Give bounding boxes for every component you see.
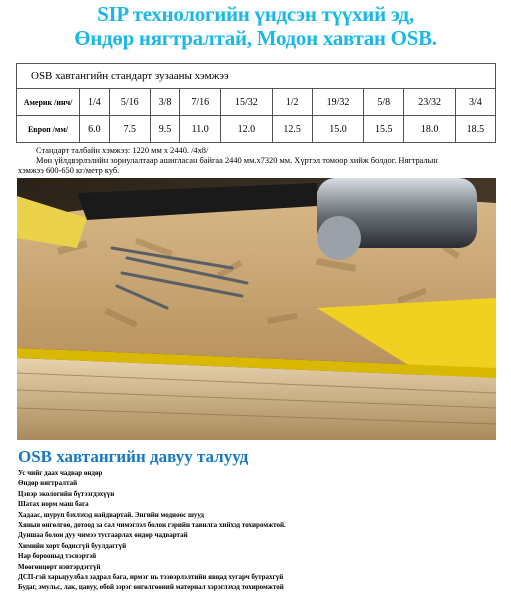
table-cell: 5/8 <box>364 89 404 116</box>
title-line-2: Өндөр нягтралтай, Модон хавтан OSB. <box>74 26 437 50</box>
table-cell: 23/32 <box>404 89 456 116</box>
thickness-table <box>16 63 496 143</box>
advantages-list <box>18 468 498 593</box>
list-item: Будаг, эмульс, лак, цавуу, обой зэрэг өнгөлгөөний материал хэрэглэхэд тохиромжтой <box>18 583 284 592</box>
list-item: Цэвэр экологийн бүтээгдэхүүн <box>18 489 115 498</box>
list-item: Өндөр нягтралтай <box>18 479 78 488</box>
table-row-euro <box>17 116 496 143</box>
note-line-1: Стандарт талбайн хэмжээ: 1220 мм x 2440. /4x8/ <box>36 146 209 155</box>
size-note <box>18 146 498 176</box>
list-item: Шатах норм маш бага <box>18 500 89 509</box>
list-item: Хадаас, шуруп бэхлэхэд найдвартай. Энгийн модноос шууд <box>18 510 204 519</box>
row-label-euro: Европ /мм/ <box>17 116 80 143</box>
osb-photo <box>17 178 496 440</box>
table-row-american <box>17 89 496 116</box>
table-cell: 1/4 <box>80 89 110 116</box>
table-cell: 12.5 <box>272 116 312 143</box>
table-cell: 12.0 <box>221 116 273 143</box>
table-cell: 15.5 <box>364 116 404 143</box>
title-line-1: SIP технологийн үндсэн түүхий эд, <box>97 2 414 26</box>
list-item: Химийн хорт бодисгүй буулдаггүй <box>18 541 127 550</box>
note-line-2: Мөн үйлдвэрлэлийн зориулалтаар ашигласан байгаа 2440 мм.x7320 мм. Хүртэл томоор хийж болдог. Нягтралын <box>36 156 438 165</box>
list-item: Ус чийг дааx чадвар өндөр <box>18 469 103 477</box>
table-cell: 3/8 <box>150 89 180 116</box>
list-item: Мөөгөнцөрт нэвтэрдэггүй <box>18 562 101 571</box>
list-item: Дуншаа болон дуу чимээ тусгаарлах өндөр чадвартай <box>18 531 188 540</box>
osb-board-hammer-illustration <box>17 178 496 440</box>
table-cell: 5/16 <box>109 89 150 116</box>
table-cell: 9.5 <box>150 116 180 143</box>
table-cell: 15/32 <box>221 89 273 116</box>
page-title <box>0 2 511 50</box>
table-cell: 3/4 <box>455 89 495 116</box>
row-label-american: Америк /инч/ <box>17 89 80 116</box>
list-item: ДСП-гэй харьцуулбал задрал бага, ирмэг нь тээвэрлэлтийн явцад хугарч бутрахгүй <box>18 573 284 582</box>
table-cell: 6.0 <box>80 116 110 143</box>
table-cell: 7.5 <box>109 116 150 143</box>
table-cell: 7/16 <box>180 89 221 116</box>
table-cell: 19/32 <box>312 89 364 116</box>
table-cell: 18.5 <box>455 116 495 143</box>
table-cell: 18.0 <box>404 116 456 143</box>
table-cell: 1/2 <box>272 89 312 116</box>
list-item: Хяныя өнгөлгөө, дотоод за сал чимэглэл болон гэрийн тавилга хийхэд тохиромжтой. <box>18 521 286 530</box>
table-cell: 11.0 <box>180 116 221 143</box>
note-line-3: хэмжээ 600-650 кг/метр куб. <box>18 166 120 175</box>
table-cell: 15.0 <box>312 116 364 143</box>
table-caption: OSB хавтангийн стандарт зузааны хэмжээ <box>17 64 496 89</box>
advantages-title: OSB хавтангийн давуу талууд <box>18 447 249 466</box>
list-item: Нар борооныд тэсвэртэй <box>18 552 97 561</box>
